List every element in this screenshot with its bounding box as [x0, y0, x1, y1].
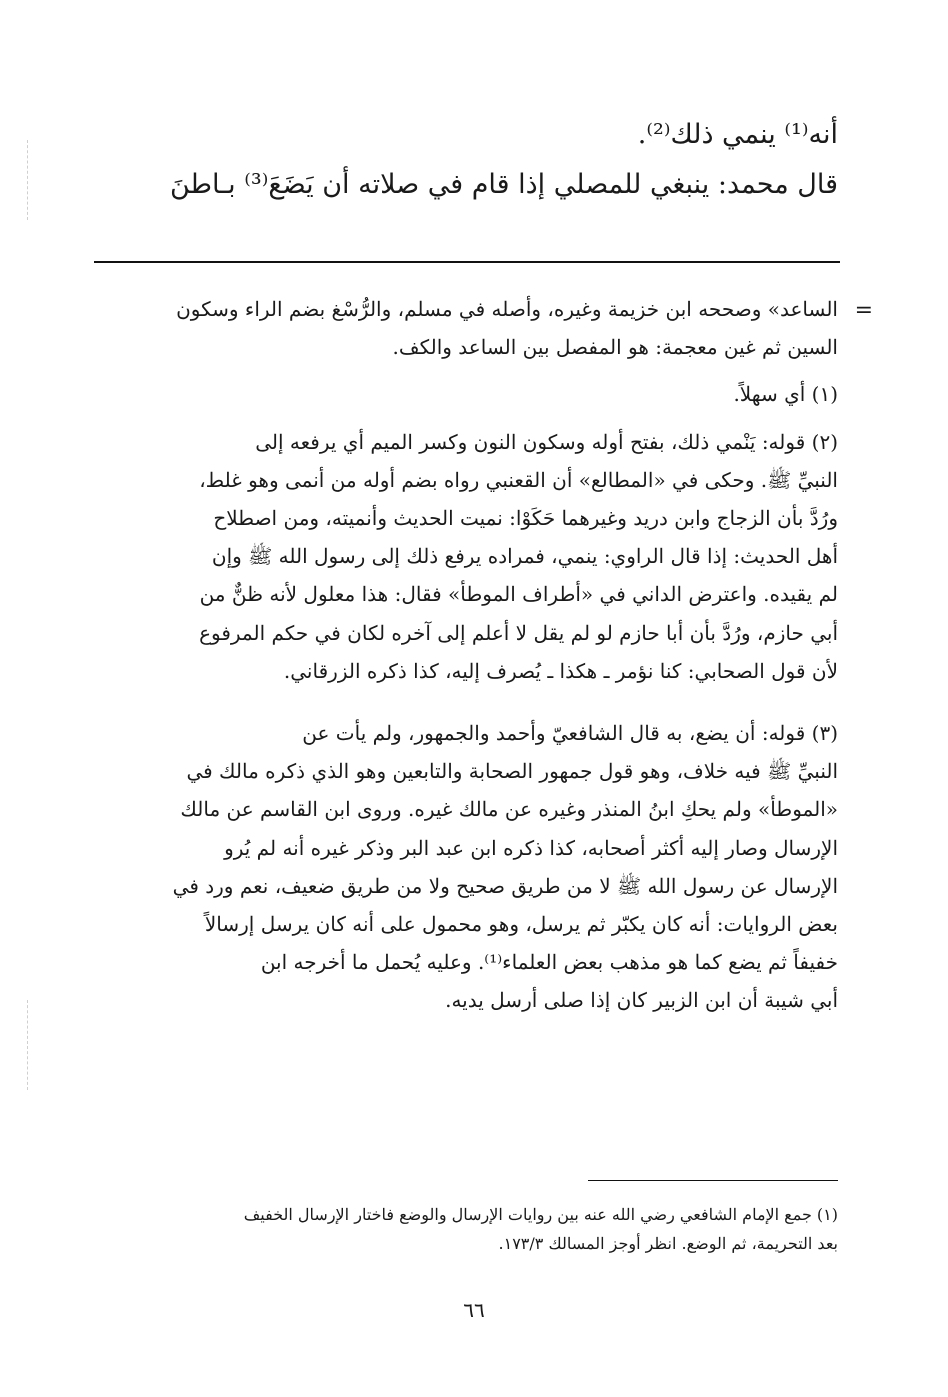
note-line: أهل الحديث: إذا قال الراوي: ينمي، فمراده يرفع ذلك إلى رسول الله ﷺ وإن [211, 544, 838, 569]
page-number: ٦٦ [463, 1298, 485, 1322]
note-line: (٣) قوله: أن يضع، به قال الشافعيّ وأحمد والجمهور، ولم يأت عن [302, 721, 838, 746]
footnote [95, 1200, 838, 1258]
note-line: (١) أي سهلاً. [733, 382, 838, 407]
note-continued [95, 290, 838, 366]
note-line: «الموطأ» ولم يحكِ ابنُ المنذر وغيره عن مالك غيره. وروى ابن القاسم عن مالك [180, 797, 838, 822]
note-3 [95, 714, 838, 1020]
main-text-line: قال محمد: ينبغي للمصلي إذا قام في صلاته أن يَضَعَ⁽³⁾ بـاطنَ [169, 169, 838, 200]
footnote-line: (١) جمع الإمام الشافعي رضي الله عنه بين روايات الإرسال والوضع فاختار الإرسال الخفيف [243, 1205, 838, 1224]
note-line: الساعد» وصححه ابن خزيمة وغيره، وأصله في مسلم، والرُّسْغ بضم الراء وسكون [176, 297, 838, 321]
scan-margin-guide [27, 140, 28, 220]
footnote-separator-rule [588, 1180, 838, 1181]
continuation-mark: = [854, 298, 873, 323]
note-line: لأن قول الصحابي: كنا نؤمر ـ هكذا ـ يُصرف إليه، كذا ذكره الزرقاني. [283, 658, 838, 683]
main-text [90, 118, 838, 218]
main-text-line: أنه⁽¹⁾ ينمي ذلك⁽²⁾. [637, 119, 838, 150]
note-line: أبي حازم، ورُدَّ بأن أبا حازم لو لم يقل لا أعلم إلى آخره لكان في حكم المرفوع [199, 620, 838, 645]
note-1 [95, 375, 838, 413]
note-line: النبيِّ ﷺ. وحكى في «المطالع» أن القعنبي رواه بضم أوله من أنمى وهو غلط، [199, 467, 838, 492]
notes-section [95, 290, 838, 1020]
note-line: النبيِّ ﷺ فيه خلاف، وهو قول جمهور الصحابة والتابعين وهو الذي ذكره مالك في [186, 759, 838, 784]
footnote-line: بعد التحريمة، ثم الوضع. انظر أوجز المسالك ١٧٣/٣. [498, 1234, 838, 1253]
scan-margin-guide [27, 1000, 28, 1090]
note-line: أبي شيبة أن ابن الزبير كان إذا صلى أرسل يديه. [445, 988, 838, 1013]
note-line: (٢) قوله: يَنْمي ذلك، بفتح أوله وسكون النون وكسر الميم أي يرفعه إلى [255, 429, 838, 454]
note-line: لم يقيده. واعترض الداني في «أطراف الموطأ» فقال: هذا معلول لأنه ظنٌّ من [199, 582, 838, 607]
note-2 [95, 423, 838, 690]
note-line: السين ثم غين معجمة: هو المفصل بين الساعد والكف. [392, 335, 838, 360]
notes-separator-rule [94, 261, 840, 263]
note-line: بعض الروايات: أنه كان يكبّر ثم يرسل، وهو محمول على أنه كان يرسل إرسالاً [204, 912, 838, 937]
note-line: خفيفاً ثم يضع كما هو مذهب بعض العلماء⁽¹⁾. وعليه يُحمل ما أخرجه ابن [260, 950, 838, 975]
note-line: الإرسال عن رسول الله ﷺ لا من طريق صحيح ولا من طريق ضعيف، نعم ورد في [172, 873, 838, 898]
note-line: ورُدَّ بأن الزجاج وابن دريد وغيرهما حَكَوْا: نميت الحديث وأنميته، ومن اصطلاح [213, 506, 838, 531]
note-line: الإرسال وصار إليه أكثر أصحابه، كذا ذكره ابن عبد البر وذكر غيره أنه لم يُرو [224, 835, 838, 860]
